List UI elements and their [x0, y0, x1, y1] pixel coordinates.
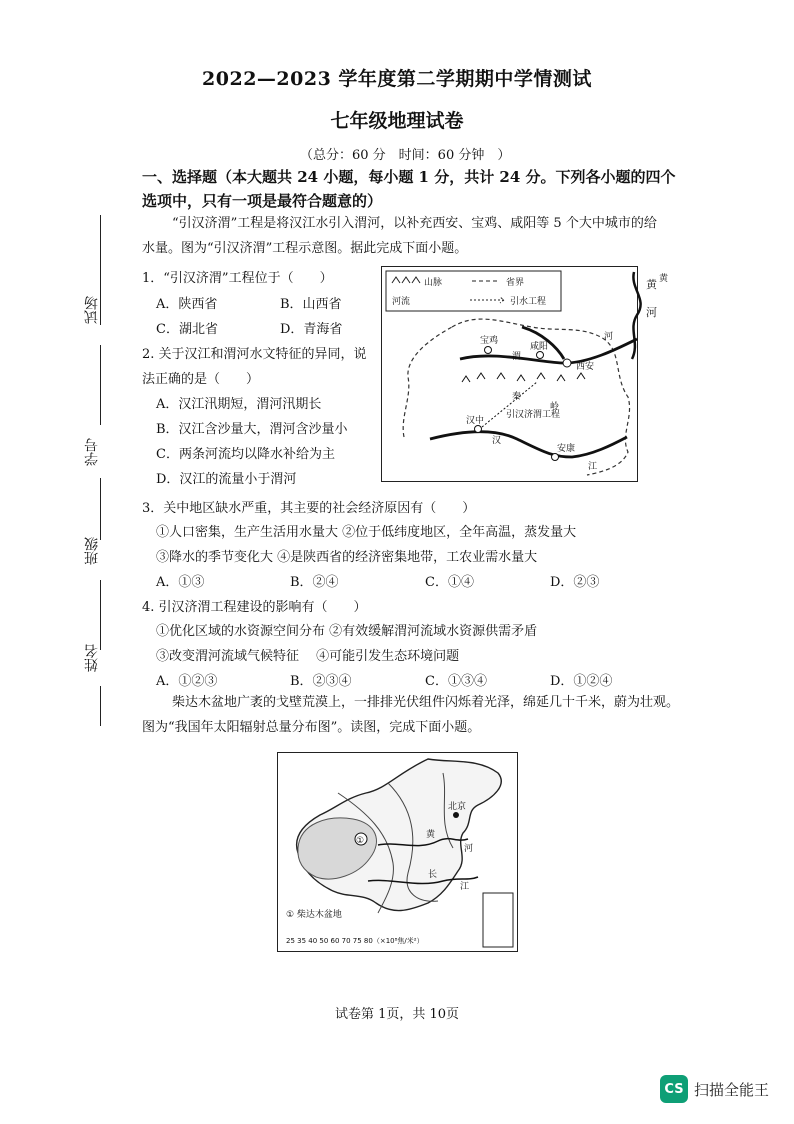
q3-statement-2: ③降水的季节变化大 ④是陕西省的经济密集地带，工农业需水量大 — [156, 550, 538, 565]
q2-option-a: A．汉江汛期短，渭河汛期长 — [156, 397, 322, 412]
side-line — [100, 686, 101, 726]
q3-option-c: C．①④ — [425, 575, 474, 590]
camscanner-text: 扫描全能王 — [694, 1080, 770, 1099]
side-field-student-number: 学号 — [84, 438, 100, 466]
q4-option-b: B．②③④ — [290, 674, 352, 689]
q4-statement-2: ③改变渭河流域气候特征 ④可能引发生态环境问题 — [156, 649, 460, 664]
q3-option-a: A．①③ — [156, 575, 205, 590]
solar-radiation-map — [277, 752, 518, 952]
yellow-river-char-huang: 黄 — [646, 278, 657, 291]
ankang-marker — [552, 454, 559, 461]
q3-option-b: B．②④ — [290, 575, 339, 590]
chang-label: 长 — [428, 870, 438, 880]
question-1-stem: 1．“引汉济渭”工程位于（ ） — [142, 271, 333, 286]
han-label: 汉 — [492, 436, 502, 446]
section-heading: 一、选择题（本大题共 24 小题，每小题 1 分，共计 24 分。下列各小题的四个 — [142, 168, 676, 186]
jiang-label: 江 — [460, 882, 470, 892]
he-label: 河 — [604, 332, 614, 342]
yellow-river-char-he: 河 — [646, 306, 657, 319]
exam-meta: （总分：60 分 时间：60 分钟 ） — [300, 148, 511, 163]
beijing-marker — [453, 812, 459, 818]
side-line — [100, 580, 101, 650]
project-label: 引汉济渭工程 — [506, 410, 561, 420]
q1-option-a: A．陕西省 — [156, 297, 218, 312]
map2-scale: 25 35 40 50 60 70 75 80（×10⁸焦/米²） — [286, 937, 424, 945]
side-field-class: 班级 — [84, 537, 100, 565]
wei-label: 渭 — [512, 352, 522, 362]
exam-subtitle: 七年级地理试卷 — [330, 110, 464, 132]
yinhanjiwei-map — [381, 266, 669, 482]
q4-option-d: D．①②④ — [550, 674, 613, 689]
passage-text: 柴达木盆地广袤的戈壁荒漠上，一排排光伏组件闪烁着光泽，绵延几十千米，蔚为壮观。 — [172, 695, 680, 710]
intro-text-cont: 水量。图为“引汉济渭”工程示意图。据此完成下面小题。 — [142, 241, 468, 256]
legend-river: 河流 — [392, 297, 411, 307]
xianyang-label: 咸阳 — [530, 342, 549, 352]
camscanner-logo-icon: CS — [660, 1075, 688, 1103]
yinhanjiwei-map-svg — [382, 267, 669, 481]
huang-label: 黄 — [426, 830, 436, 840]
yellow-river-label: 黄 — [659, 274, 669, 284]
ankang-label: 安康 — [557, 444, 576, 454]
han-river — [430, 432, 627, 457]
qinling-mountains — [462, 373, 585, 382]
baoji-marker — [485, 347, 492, 354]
q2-option-b: B．汉江含沙量大，渭河含沙量小 — [156, 422, 348, 437]
baoji-label: 宝鸡 — [480, 336, 499, 346]
question-2-stem: 2. 关于汉江和渭河水文特征的异同，说 — [142, 347, 367, 362]
section-heading-cont: 选项中，只有一项是最符合题意的） — [142, 192, 383, 210]
south-china-sea-inset — [483, 893, 513, 947]
legend-border: 省界 — [506, 278, 525, 288]
beijing-label: 北京 — [448, 802, 467, 812]
ling-label: 岭 — [550, 402, 560, 412]
q1-option-d: D．青海省 — [280, 322, 343, 337]
side-field-exam-room: 试场 — [84, 296, 100, 324]
yellow-river — [632, 272, 641, 359]
camscanner-badge — [660, 1075, 769, 1103]
side-line — [100, 345, 101, 425]
solar-radiation-map-svg — [278, 753, 517, 951]
jiang-label: 江 — [588, 462, 598, 472]
he-label: 河 — [464, 844, 474, 854]
passage-text-cont: 图为“我国年太阳辐射总量分布图”。读图，完成下面小题。 — [142, 720, 481, 735]
question-3-stem: 3．关中地区缺水严重，其主要的社会经济原因有（ ） — [142, 501, 476, 516]
legend-mountain: 山脉 — [424, 278, 443, 288]
map2-legend: ① 柴达木盆地 — [286, 910, 342, 920]
hanzhong-marker — [475, 426, 482, 433]
qaidam-marker: ① — [356, 836, 365, 846]
question-2-stem-cont: 法正确的是（ ） — [142, 372, 260, 387]
project-route — [482, 382, 537, 427]
q2-option-d: D．汉江的流量小于渭河 — [156, 472, 297, 487]
q2-option-c: C．两条河流均以降水补给为主 — [156, 447, 335, 462]
hanzhong-label: 汉中 — [466, 416, 485, 426]
xianyang-marker — [537, 352, 544, 359]
q4-statement-1: ①优化区域的水资源空间分布 ②有效缓解渭河流域水资源供需矛盾 — [156, 624, 538, 639]
q1-option-b: B．山西省 — [280, 297, 342, 312]
qin-label: 秦 — [512, 392, 522, 402]
xian-marker — [563, 359, 571, 367]
q3-statement-1: ①人口密集，生产生活用水量大 ②位于低纬度地区，全年高温，蒸发量大 — [156, 525, 577, 540]
q4-option-c: C．①③④ — [425, 674, 487, 689]
q1-option-c: C．湖北省 — [156, 322, 218, 337]
page-footer: 试卷第 1页，共 10页 — [334, 1007, 460, 1022]
exam-title: 2022—2023 学年度第二学期期中学情测试 — [202, 68, 592, 90]
side-field-name: 姓名 — [84, 644, 100, 672]
q4-option-a: A．①②③ — [156, 674, 218, 689]
question-4-stem: 4. 引汉济渭工程建设的影响有（ ） — [142, 600, 367, 615]
legend-project: 引水工程 — [510, 297, 547, 307]
intro-text: “引汉济渭”工程是将汉江水引入渭河，以补充西安、宝鸡、咸阳等 5 个大中城市的给 — [172, 216, 657, 231]
side-line — [100, 478, 101, 540]
q3-option-d: D．②③ — [550, 575, 600, 590]
xian-label: 西安 — [576, 362, 595, 372]
